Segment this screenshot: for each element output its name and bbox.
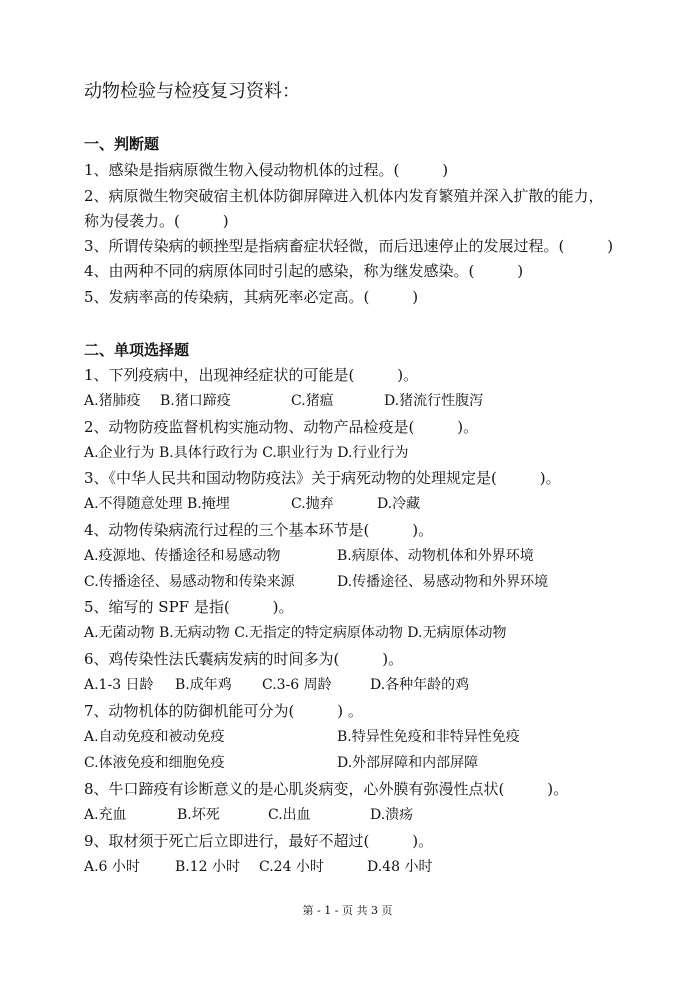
answer-option: A.疫源地、传播途径和易感动物 xyxy=(84,548,281,564)
answer-option: A.不得随意处理 B.掩埋 xyxy=(84,496,230,512)
answer-option: C.3-6 周龄 xyxy=(262,677,332,693)
question-line: 3、所谓传染病的顿挫型是指病畜症状轻微，而后迅速停止的发展过程。( ) xyxy=(84,237,614,255)
answer-option: D.48 小时 xyxy=(367,859,433,875)
answer-option: C.抛弃 xyxy=(291,496,334,512)
question-line: 称为侵袭力。( ) xyxy=(84,212,229,230)
question-line: 5、发病率高的传染病，其病死率必定高。( ) xyxy=(84,288,419,306)
section-heading-true-false: 一、判断题 xyxy=(84,135,160,153)
answer-option: A.充血 xyxy=(84,807,127,823)
section-heading-single-choice: 二、单项选择题 xyxy=(84,341,190,359)
question-line: 9、取材须于死亡后立即进行，最好不超过( )。 xyxy=(84,832,434,850)
answer-option: B.12 小时 xyxy=(175,859,241,875)
answer-option: A.1-3 日龄 xyxy=(84,677,154,693)
question-line: 5、缩写的 SPF 是指( )。 xyxy=(84,598,294,616)
question-line: 3、《中华人民共和国动物防疫法》关于病死动物的处理规定是( )。 xyxy=(84,469,561,487)
answer-option: C.传播途径、易感动物和传染来源 xyxy=(84,574,295,590)
answer-option: A.6 小时 xyxy=(84,859,140,875)
answer-options: A.无菌动物 B.无病动物 C.无指定的特定病原体动物 D.无病原体动物 xyxy=(84,625,507,641)
answer-option: B.特异性免疫和非特异性免疫 xyxy=(337,729,520,745)
answer-option: A.自动免疫和被动免疫 xyxy=(84,729,225,745)
question-line: 4、动物传染病流行过程的三个基本环节是( )。 xyxy=(84,521,434,539)
page-footer: 第 - 1 - 页 共 3 页 xyxy=(302,904,393,917)
answer-option: B.成年鸡 xyxy=(175,677,232,693)
question-line: 8、牛口蹄疫有诊断意义的是心肌炎病变，心外膜有弥漫性点状( )。 xyxy=(84,780,569,798)
answer-option: A.猪肺疫 xyxy=(84,393,141,409)
question-line: 4、由两种不同的病原体同时引起的感染，称为继发感染。( ) xyxy=(84,262,524,280)
answer-options: A.企业行为 B.具体行政行为 C.职业行为 D.行业行为 xyxy=(84,445,409,461)
answer-option: D.外部屏障和内部屏障 xyxy=(337,755,479,771)
answer-option: C.体液免疫和细胞免疫 xyxy=(84,755,225,771)
answer-option: D.传播途径、易感动物和外界环境 xyxy=(337,574,549,590)
answer-option: D.各种年龄的鸡 xyxy=(370,677,470,693)
document-title: 动物检验与检疫复习资料： xyxy=(84,81,300,102)
answer-option: C.猪瘟 xyxy=(291,393,334,409)
question-line: 2、动物防疫监督机构实施动物、动物产品检疫是( )。 xyxy=(84,418,479,436)
answer-option: C.出血 xyxy=(268,807,311,823)
answer-option: B.坏死 xyxy=(177,807,220,823)
question-line: 1、感染是指病原微生物入侵动物机体的过程。( ) xyxy=(84,161,449,179)
question-line: 1、下列疫病中，出现神经症状的可能是( )。 xyxy=(84,366,419,384)
question-line: 2、病原微生物突破宿主机体防御屏障进入机体内发育繁殖并深入扩散的能力， xyxy=(84,187,604,205)
answer-option: D.冷藏 xyxy=(377,496,421,512)
answer-option: C.24 小时 xyxy=(259,859,324,875)
answer-option: D.溃疡 xyxy=(370,807,414,823)
answer-option: D.猪流行性腹泻 xyxy=(384,393,484,409)
answer-option: B.病原体、动物机体和外界环境 xyxy=(337,548,534,564)
question-line: 7、动物机体的防御机能可分为( ) 。 xyxy=(84,702,363,720)
question-line: 6、鸡传染性法氏囊病发病的时间多为( )。 xyxy=(84,650,404,668)
answer-option: B.猪口蹄疫 xyxy=(160,393,231,409)
